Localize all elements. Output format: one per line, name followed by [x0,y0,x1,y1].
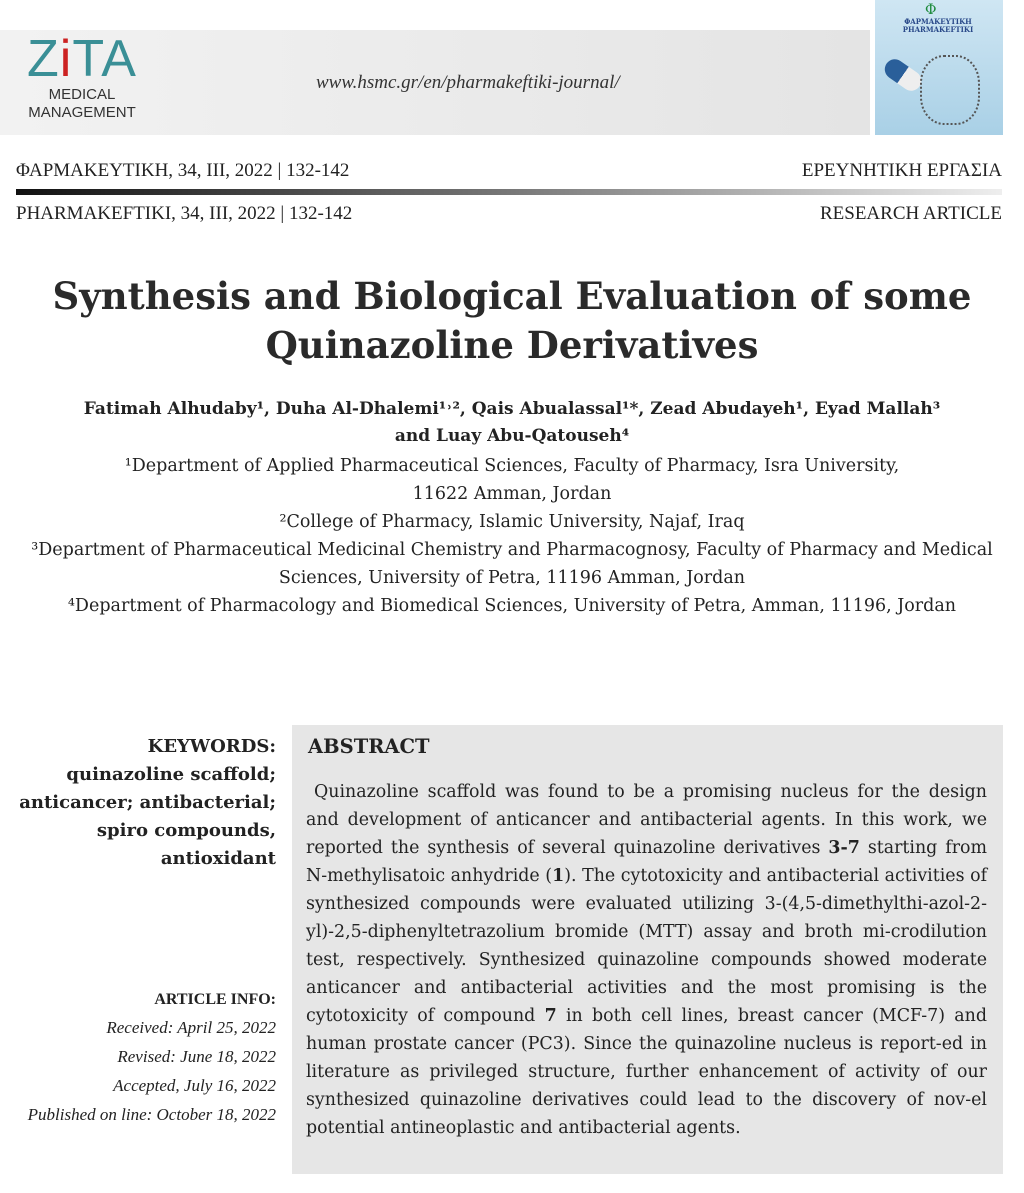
title-line1: Synthesis and Biological Evaluation of some [52,274,972,318]
citation-row-gr [16,160,1002,182]
affiliation: 11622 Amman, Jordan [412,484,612,504]
received-date: Received: April 25, 2022 [106,1018,276,1037]
compound-ref: 1 [552,866,565,886]
capsule-icon [881,55,925,94]
journal-cover-image [875,0,1003,135]
article-type-en: RESEARCH ARTICLE [819,203,1002,224]
abstract-text-part: starting from N-methylisatoic anhydride ( [306,838,987,886]
published-date: Published on line: October 18, 2022 [27,1105,276,1124]
abstract-box [292,725,1003,1174]
abstract-text-part: Quinazoline scaffold was found to be a promising nucleus for the design and development of anticancer and antibacterial agents. In this work, we reported the synthesis of several quinazoline derivatives [306,782,987,858]
affiliation: ⁴Department of Pharmacology and Biomedical Sciences, University of Petra, Amman, 11196, Jordan [67,596,957,616]
authors [0,396,1024,450]
abstract-text-part: in both cell lines, breast cancer (MCF-7) and human prostate cancer (PC3). Since the quinazoline nucleus is report-ed in literature as privileged structure, further enhancement of activity of our synthesized quinazoline derivatives could lead to the discovery of nov-el potential antineoplastic and antibacterial agents. [306,1006,987,1138]
keywords-heading: KEYWORDS: [147,736,276,757]
article-info [10,986,276,1130]
logo-line2: MANAGEMENT [28,104,136,121]
authors-line2: and Luay Abu-Qatouseh⁴ [394,426,630,446]
logo-line1: MEDICAL [48,86,116,103]
cover-title-gr: ΦΑΡΜΑΚΕΥΤΙΚΗ [904,17,972,26]
title-line2: Quinazoline Derivatives [265,323,759,367]
citation-gr: ΦΑΡΜΑΚΕΥΤΙΚΗ, 34, III, 2022 | 132-142 [16,160,350,181]
article-info-heading: ARTICLE INFO: [154,991,276,1008]
abstract-heading: ABSTRACT [308,735,430,758]
keyword: antioxidant [160,848,276,869]
citation-en: PHARMAKEFTIKI, 34, III, 2022 | 132-142 [16,203,353,224]
compound-ref: 7 [544,1006,557,1026]
divider [16,189,1002,195]
revised-date: Revised: June 18, 2022 [117,1047,276,1066]
phi-icon: Φ [925,2,937,18]
affiliation: ¹Department of Applied Pharmaceutical Sciences, Faculty of Pharmacy, Isra University, [124,456,900,476]
molecule-icon [920,55,980,125]
abstract-text-part: ). The cytotoxicity and antibacterial activities of synthesized compounds were evaluated utilizing 3-(4,5-dimethylthi-azol-2-yl)-2,5-diphenyltetrazolium bromide (MTT) assay and broth mi-crodilution test, respectively. Synthesized quinazoline compounds showed moderate anticancer and antibacterial activities and the most promising is the cytotoxicity of compound [306,866,987,1026]
abstract-text [306,778,987,1142]
compound-ref: 3-7 [828,838,860,858]
keyword: quinazoline scaffold; [66,764,276,785]
affiliation: ²College of Pharmacy, Islamic University, Najaf, Iraq [279,512,745,532]
authors-line1: Fatimah Alhudaby¹, Duha Al-Dhalemi¹˒², Qais Abualassal¹*, Zead Abudayeh¹, Eyad Mallah³ [83,399,941,419]
cover-title-en: PHARMAKEFTIKI [902,25,974,34]
affiliation: Sciences, University of Petra, 11196 Amman, Jordan [278,568,746,588]
article-type-gr: ΕΡΕΥΝΗΤΙΚΗ ΕΡΓΑΣΙΑ [801,160,1002,181]
keywords [10,733,276,873]
keyword: spiro compounds, [96,820,276,841]
keyword: anticancer; antibacterial; [19,792,276,813]
citation-row-en [16,203,1002,225]
accepted-date: Accepted, July 16, 2022 [113,1076,276,1095]
journal-url[interactable]: www.hsmc.gr/en/pharmakeftiki-journal/ [316,72,620,93]
zita-logo: ZiTA MEDICAL MANAGEMENT [12,32,152,122]
affiliation: ³Department of Pharmaceutical Medicinal Chemistry and Pharmacognosy, Faculty of Pharmacy and Medical [31,540,993,560]
article-title [0,272,1024,370]
affiliations [0,452,1024,620]
